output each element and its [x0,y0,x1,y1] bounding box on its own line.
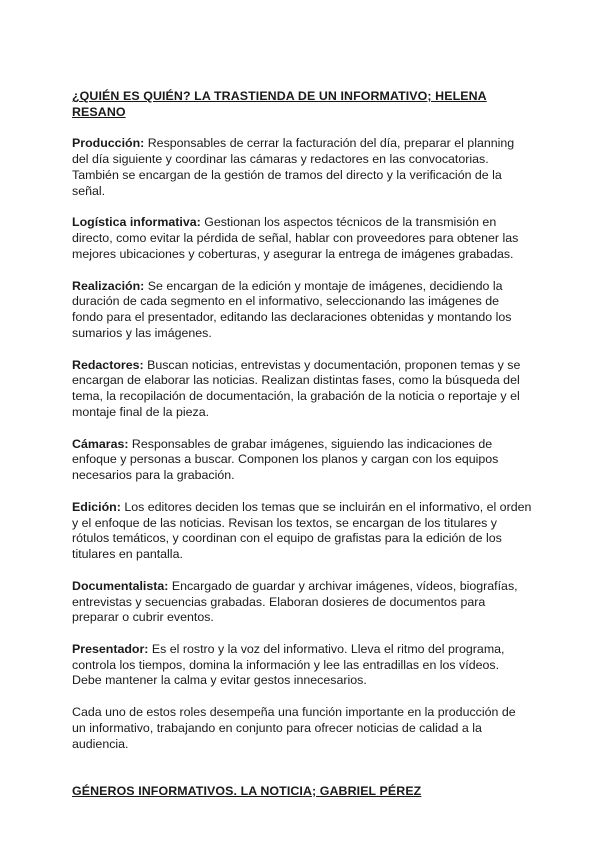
role-redactores [72,358,532,421]
section-heading-generos-informativos: GÉNEROS INFORMATIVOS. LA NOTICIA; GABRIEL PÉREZ [72,784,422,799]
role-description: Responsables de cerrar la facturación del día, preparar el planning del día siguiente y coordinar las cámaras y redactores en las convocatorias. También se encargan de la gestión de tramos del directo y la verificación de la señal. [72,136,515,198]
role-logistica [72,215,532,262]
role-term: Presentador: [72,641,149,656]
role-term: Logística informativa: [72,215,201,230]
role-camaras [72,437,532,484]
section-heading-quien-es-quien: ¿QUIÉN ES QUIÉN? LA TRASTIENDA DE UN INFORMATIVO; HELENA RESANO [72,89,487,119]
role-description: Gestionan los aspectos técnicos de la transmisión en directo, como evitar la pérdida de señal, hablar con proveedores para obtener las mejores ubicaciones y coberturas, y asegurar la entrega de imágenes grabadas. [72,215,519,261]
role-term: Edición: [72,499,121,514]
role-description: Los editores deciden los temas que se incluirán en el informativo, el orden y el enfoque de las noticias. Revisan los textos, se encargan de los titulares y rótulos temáticos, y coordinan con el equipo de grafistas para la edición de los titulares en pantalla. [72,499,532,562]
role-documentalista [72,579,532,626]
role-term: Redactores: [72,357,144,372]
role-term: Documentalista: [72,578,169,593]
role-description: Se encargan de la edición y montaje de imágenes, decidiendo la duración de cada segmento en el informativo, seleccionando las imágenes de fondo para el presentador, editando las declaraciones obtenidas y montando los sumarios y las imágenes. [72,278,512,340]
role-term: Realización: [72,278,145,293]
role-presentador [72,642,532,689]
role-description: Encargado de guardar y archivar imágenes, vídeos, biografías, entrevistas y secuencias grabadas. Elaboran dosieres de documentos para preparar o cubrir eventos. [72,578,518,625]
role-realizacion [72,279,532,342]
role-description: Es el rostro y la voz del informativo. Lleva el ritmo del programa, controla los tiempos, domina la información y lee las entradillas en los vídeos. Debe mantener la calma y evitar gestos innecesarios. [72,641,505,688]
closing-paragraph: Cada uno de estos roles desempeña una función importante en la producción de un informativo, trabajando en conjunto para ofrecer noticias de calidad a la audiencia. [72,705,516,751]
role-description: Responsables de grabar imágenes, siguiendo las indicaciones de enfoque y personas a buscar. Componen los planos y cargan con los equipos necesarios para la grabación. [72,436,499,483]
document-page [72,89,532,816]
role-description: Buscan noticias, entrevistas y documentación, proponen temas y se encargan de elaborar las noticias. Realizan distintas fases, como la búsqueda del tema, la recopilación de documentación, la grabación de la noticia o reportaje y el montaje final de la pieza. [72,357,521,419]
role-term: Cámaras: [72,436,129,451]
role-term: Producción: [72,136,145,151]
role-produccion [72,136,532,199]
role-edicion [72,500,532,563]
